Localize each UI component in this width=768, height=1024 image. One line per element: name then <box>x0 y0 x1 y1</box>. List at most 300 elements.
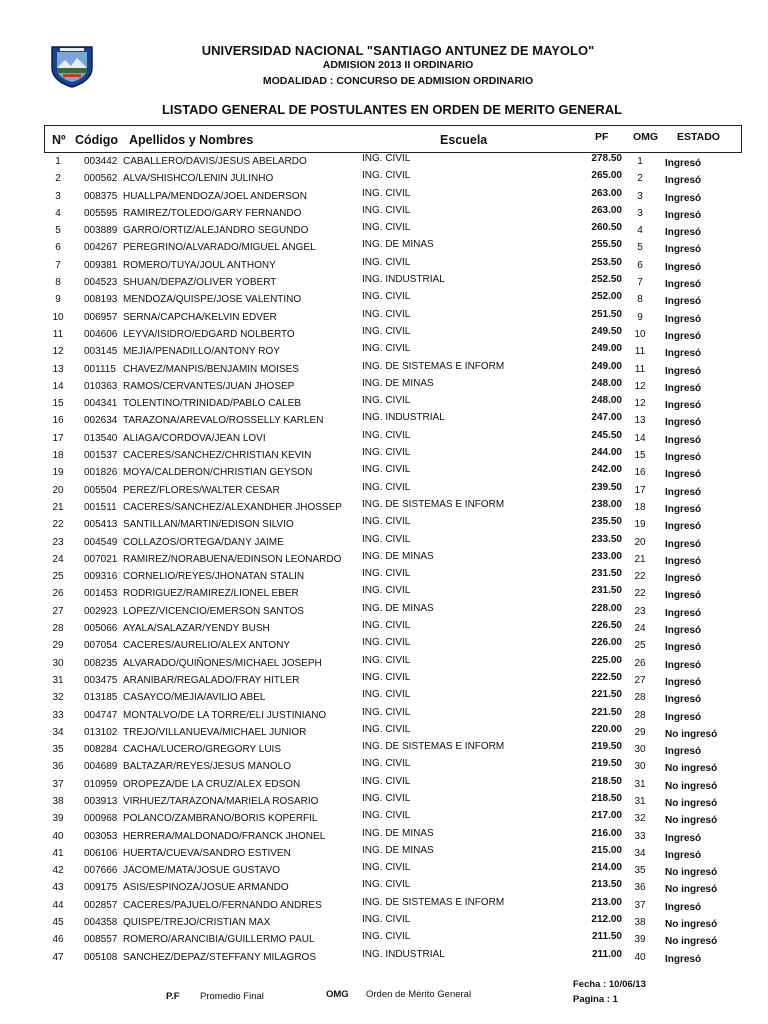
admission-status: Ingresó <box>665 555 702 567</box>
table-row <box>0 829 768 846</box>
school-name: ING. CIVIL <box>362 671 411 683</box>
applicant-code: 005108 <box>84 951 118 963</box>
applicant-code: 001115 <box>84 363 116 375</box>
applicant-code: 000968 <box>84 813 118 825</box>
admission-status: Ingresó <box>665 296 702 308</box>
school-name: ING. DE SISTEMAS E INFORM <box>362 896 505 908</box>
applicant-code: 008235 <box>84 657 118 669</box>
table-row <box>0 379 768 396</box>
applicant-code: 004689 <box>84 761 118 773</box>
applicant-name: TREJO/VILLANUEVA/MICHAEL JUNIOR <box>123 726 307 738</box>
final-score: 228.00 <box>591 602 622 614</box>
table-row <box>0 465 768 482</box>
final-score: 242.00 <box>591 464 622 476</box>
school-name: ING. INDUSTRIAL <box>362 412 445 424</box>
applicant-name: OROPEZA/DE LA CRUZ/ALEX EDSON <box>123 778 301 790</box>
row-number: 19 <box>52 467 64 479</box>
applicant-name: CACHA/LUCERO/GREGORY LUIS <box>123 744 282 756</box>
row-number: 28 <box>52 623 64 635</box>
merit-order: 27 <box>634 674 646 686</box>
applicant-code: 007054 <box>84 640 118 652</box>
school-name: ING. CIVIL <box>362 810 411 822</box>
applicant-name: CASAYCO/MEJIA/AVILIO ABEL <box>123 692 266 704</box>
school-name: ING. CIVIL <box>362 706 411 718</box>
admission-status: Ingresó <box>665 486 702 498</box>
row-number: 8 <box>55 277 61 289</box>
applicant-name: RAMIREZ/TOLEDO/GARY FERNANDO <box>123 207 302 219</box>
school-name: ING. DE SISTEMAS E INFORM <box>362 360 505 372</box>
row-number: 22 <box>52 519 64 531</box>
merit-order: 14 <box>634 432 646 444</box>
admission-status: Ingresó <box>665 244 702 256</box>
column-name: Apellidos y Nombres <box>129 133 254 147</box>
school-name: ING. CIVIL <box>362 187 411 199</box>
applicant-name: ROMERO/TUYA/JOUL ANTHONY <box>123 259 276 271</box>
applicant-name: MEJIA/PENADILLO/ANTONY ROY <box>123 346 280 358</box>
applicant-code: 010363 <box>84 380 118 392</box>
row-number: 12 <box>52 346 64 358</box>
merit-order: 34 <box>634 847 646 859</box>
final-score: 233.00 <box>591 550 622 562</box>
merit-order: 19 <box>634 519 646 531</box>
merit-order: 28 <box>634 709 646 721</box>
applicant-name: CACERES/SANCHEZ/ALEXANDHER JHOSSEP <box>123 501 342 513</box>
final-score: 214.00 <box>591 862 622 874</box>
school-name: ING. CIVIL <box>362 654 411 666</box>
row-number: 38 <box>52 795 64 807</box>
row-number: 46 <box>52 934 64 946</box>
merit-order: 11 <box>634 363 646 375</box>
applicant-name: ALVARADO/QUIÑONES/MICHAEL JOSEPH <box>123 657 322 669</box>
school-name: ING. CIVIL <box>362 481 411 493</box>
final-score: 218.50 <box>591 775 622 787</box>
admission-status: No ingresó <box>665 728 718 740</box>
merit-order: 20 <box>634 536 646 548</box>
table-row <box>0 863 768 880</box>
applicant-code: 013540 <box>84 432 118 444</box>
final-score: 260.50 <box>591 222 622 234</box>
merit-order: 21 <box>634 553 646 565</box>
row-number: 17 <box>52 432 64 444</box>
applicant-name: RAMOS/CERVANTES/JUAN JHOSEP <box>123 380 295 392</box>
admission-status: Ingresó <box>665 503 702 515</box>
admission-status: Ingresó <box>665 676 702 688</box>
final-score: 215.00 <box>591 844 622 856</box>
final-score: 252.50 <box>591 274 622 286</box>
merit-order: 6 <box>637 259 643 271</box>
applicant-code: 009316 <box>84 571 118 583</box>
admission-status: No ingresó <box>665 867 718 879</box>
table-row <box>0 500 768 517</box>
admission-status: No ingresó <box>665 884 718 896</box>
merit-order: 12 <box>634 398 646 410</box>
school-name: ING. DE SISTEMAS E INFORM <box>362 498 505 510</box>
admission-status: No ingresó <box>665 815 718 827</box>
merit-order: 8 <box>637 294 643 306</box>
admission-status: Ingresó <box>665 330 702 342</box>
final-score: 225.00 <box>591 654 622 666</box>
row-number: 44 <box>52 899 64 911</box>
final-score: 231.50 <box>591 585 622 597</box>
merit-order: 39 <box>634 934 646 946</box>
school-name: ING. CIVIL <box>362 568 411 580</box>
merit-order: 11 <box>634 346 646 358</box>
applicant-code: 000562 <box>84 173 118 185</box>
admission-status: Ingresó <box>665 711 702 723</box>
row-number: 14 <box>52 380 64 392</box>
applicant-code: 001453 <box>84 588 118 600</box>
school-name: ING. CIVIL <box>362 516 411 528</box>
final-score: 218.50 <box>591 792 622 804</box>
final-score: 239.50 <box>591 481 622 493</box>
table-header <box>44 125 742 153</box>
merit-order: 22 <box>634 571 646 583</box>
final-score: 245.50 <box>591 429 622 441</box>
row-number: 18 <box>52 450 64 462</box>
admission-status: Ingresó <box>665 158 702 169</box>
table-row <box>0 811 768 828</box>
final-score: 247.00 <box>591 412 622 424</box>
school-name: ING. CIVIL <box>362 758 411 770</box>
applicant-name: QUISPE/TREJO/CRISTIAN MAX <box>123 917 271 929</box>
row-number: 23 <box>52 536 64 548</box>
applicant-code: 004747 <box>84 709 118 721</box>
row-number: 27 <box>52 605 64 617</box>
school-name: ING. CIVIL <box>362 325 411 337</box>
admission-status: Ingresó <box>665 901 702 913</box>
school-name: ING. CIVIL <box>362 879 411 891</box>
school-name: ING. CIVIL <box>362 222 411 234</box>
applicant-code: 009381 <box>84 259 118 271</box>
merit-order: 5 <box>637 242 643 254</box>
table-row <box>0 171 768 188</box>
table-row <box>0 898 768 915</box>
applicant-name: CACERES/AURELIO/ALEX ANTONY <box>123 640 291 652</box>
final-score: 212.00 <box>591 914 622 926</box>
school-name: ING. DE MINAS <box>362 377 434 389</box>
row-number: 9 <box>55 294 61 306</box>
merit-order: 38 <box>634 917 646 929</box>
row-number: 40 <box>52 830 64 842</box>
omg-description: Orden de Mérito General <box>366 989 472 1000</box>
table-row <box>0 223 768 240</box>
table-row <box>0 621 768 638</box>
university-name: UNIVERSIDAD NACIONAL "SANTIAGO ANTUNEZ DE MAYOLO" <box>201 43 595 58</box>
final-score: 219.50 <box>591 758 622 770</box>
table-row <box>0 742 768 759</box>
row-number: 30 <box>52 657 64 669</box>
table-row <box>0 206 768 223</box>
table-row <box>0 327 768 344</box>
applicant-name: TARAZONA/AREVALO/ROSSELLY KARLEN <box>123 415 324 427</box>
final-score: 213.00 <box>591 896 622 908</box>
final-score: 211.50 <box>591 931 622 943</box>
applicant-code: 005595 <box>84 207 118 219</box>
admission-status: No ingresó <box>665 763 718 775</box>
final-score: 253.50 <box>591 256 622 268</box>
merit-order: 3 <box>637 207 643 219</box>
admission-title: ADMISION 2013 II ORDINARIO <box>322 59 474 71</box>
column-omg: OMG <box>633 131 659 143</box>
applicant-code: 009175 <box>84 882 118 894</box>
school-name: ING. CIVIL <box>362 723 411 735</box>
final-score: 251.50 <box>591 308 622 320</box>
school-name: ING. CIVIL <box>362 308 411 320</box>
final-score: 249.50 <box>591 325 622 337</box>
table-row <box>0 483 768 500</box>
school-name: ING. DE MINAS <box>362 602 434 614</box>
table-row <box>0 638 768 655</box>
applicant-name: PEREZ/FLORES/WALTER CESAR <box>123 484 280 496</box>
merit-order: 4 <box>637 225 643 237</box>
applicant-name: SANTILLAN/MARTIN/EDISON SILVIO <box>123 519 294 531</box>
school-name: ING. CIVIL <box>362 775 411 787</box>
final-score: 248.00 <box>591 395 622 407</box>
applicant-code: 002857 <box>84 899 118 911</box>
merit-order: 30 <box>634 744 646 756</box>
school-name: ING. CIVIL <box>362 862 411 874</box>
merit-order: 7 <box>637 277 643 289</box>
final-score: 222.50 <box>591 671 622 683</box>
table-row <box>0 362 768 379</box>
row-number: 10 <box>52 311 64 323</box>
applicant-code: 002923 <box>84 605 118 617</box>
table-row <box>0 656 768 673</box>
applicant-name: CACERES/SANCHEZ/CHRISTIAN KEVIN <box>123 450 312 462</box>
applicant-name: JACOME/MATA/JOSUE GUSTAVO <box>123 865 281 877</box>
merit-order: 40 <box>634 951 646 963</box>
row-number: 11 <box>52 328 64 340</box>
row-number: 20 <box>52 484 64 496</box>
final-score: 238.00 <box>591 498 622 510</box>
final-score: 221.50 <box>591 706 622 718</box>
applicant-code: 004267 <box>84 242 118 254</box>
merit-order: 37 <box>634 899 646 911</box>
final-score: 226.00 <box>591 637 622 649</box>
table-row <box>0 189 768 206</box>
applicant-name: HERRERA/MALDONADO/FRANCK JHONEL <box>123 830 326 842</box>
admission-status: Ingresó <box>665 365 702 377</box>
school-name: ING. CIVIL <box>362 914 411 926</box>
listing-title: LISTADO GENERAL DE POSTULANTES EN ORDEN DE MERITO GENERAL <box>161 102 623 117</box>
row-number: 35 <box>52 744 64 756</box>
final-score: 263.00 <box>591 187 622 199</box>
table-row <box>0 690 768 707</box>
final-score: 211.00 <box>591 948 622 960</box>
applicant-code: 013185 <box>84 692 118 704</box>
row-number: 25 <box>52 571 64 583</box>
admission-status: Ingresó <box>665 746 702 758</box>
admission-status: Ingresó <box>665 400 702 412</box>
table-row <box>0 777 768 794</box>
row-number: 43 <box>52 882 64 894</box>
final-score: 265.00 <box>591 170 622 182</box>
applicant-code: 003145 <box>84 346 118 358</box>
final-score: 278.50 <box>591 153 622 164</box>
applicant-name: HUALLPA/MENDOZA/JOEL ANDERSON <box>123 190 307 202</box>
applicant-code: 005504 <box>84 484 118 496</box>
row-number: 21 <box>52 501 64 513</box>
admission-status: Ingresó <box>665 694 702 706</box>
column-pf: PF <box>595 131 609 143</box>
row-number: 15 <box>52 398 64 410</box>
pf-abbreviation: P.F <box>166 991 180 1002</box>
merit-order: 10 <box>634 328 646 340</box>
school-name: ING. DE MINAS <box>362 550 434 562</box>
admission-status: Ingresó <box>665 590 702 602</box>
applicant-name: HUERTA/CUEVA/SANDRO ESTIVEN <box>123 847 291 859</box>
applicant-name: CABALLERO/DAVIS/JESUS ABELARDO <box>123 156 307 167</box>
row-number: 2 <box>55 173 61 185</box>
final-score: 226.50 <box>591 620 622 632</box>
applicant-name: MOYA/CALDERON/CHRISTIAN GEYSON <box>123 467 313 479</box>
admission-status: Ingresó <box>665 452 702 464</box>
admission-status: No ingresó <box>665 797 718 809</box>
table-row <box>0 915 768 932</box>
column-code: Código <box>75 133 119 147</box>
applicant-name: RODRIGUEZ/RAMIREZ/LIONEL EBER <box>123 588 299 600</box>
final-score: 235.50 <box>591 516 622 528</box>
school-name: ING. INDUSTRIAL <box>362 274 445 286</box>
table-row <box>0 846 768 863</box>
applicant-name: VIRHUEZ/TARAZONA/MARIELA ROSARIO <box>123 795 319 807</box>
row-number: 4 <box>55 207 61 219</box>
school-name: ING. CIVIL <box>362 343 411 355</box>
merit-order: 31 <box>634 795 646 807</box>
row-number: 26 <box>52 588 64 600</box>
applicant-name: MENDOZA/QUISPE/JOSE VALENTINO <box>123 294 302 306</box>
table-row <box>0 932 768 949</box>
school-name: ING. CIVIL <box>362 533 411 545</box>
applicant-code: 005413 <box>84 519 118 531</box>
merit-order: 33 <box>634 830 646 842</box>
admission-status: Ingresó <box>665 192 702 204</box>
applicant-name: ALIAGA/CORDOVA/JEAN LOVI <box>123 432 266 444</box>
pf-description: Promedio Final <box>200 991 264 1002</box>
school-name: ING. DE MINAS <box>362 239 434 251</box>
admission-status: Ingresó <box>665 521 702 533</box>
school-name: ING. CIVIL <box>362 256 411 268</box>
admission-status: Ingresó <box>665 832 702 844</box>
applicant-name: COLLAZOS/ORTEGA/DANY JAIME <box>123 536 284 548</box>
applicant-name: MONTALVO/DE LA TORRE/ELI JUSTINIANO <box>123 709 327 721</box>
admission-status: Ingresó <box>665 659 702 671</box>
merit-order: 28 <box>634 692 646 704</box>
final-score: 252.00 <box>591 291 622 303</box>
admission-status: Ingresó <box>665 434 702 446</box>
school-name: ING. DE MINAS <box>362 844 434 856</box>
applicant-code: 003913 <box>84 795 118 807</box>
admission-status: Ingresó <box>665 209 702 221</box>
applicant-code: 007666 <box>84 865 118 877</box>
applicant-name: LOPEZ/VICENCIO/EMERSON SANTOS <box>123 605 304 617</box>
school-name: ING. DE MINAS <box>362 827 434 839</box>
table-row <box>0 586 768 603</box>
school-name: ING. CIVIL <box>362 170 411 182</box>
school-name: ING. CIVIL <box>362 395 411 407</box>
applicant-name: ALVA/SHISHCO/LENIN JULINHO <box>123 173 274 185</box>
admission-status: Ingresó <box>665 279 702 291</box>
merit-order: 2 <box>637 173 643 185</box>
admission-status: Ingresó <box>665 625 702 637</box>
final-score: 220.00 <box>591 723 622 735</box>
table-row <box>0 413 768 430</box>
merit-order: 26 <box>634 657 646 669</box>
applicant-code: 004606 <box>84 328 118 340</box>
final-score: 244.00 <box>591 447 622 459</box>
merit-order: 32 <box>634 813 646 825</box>
applicant-code: 008375 <box>84 190 118 202</box>
table-row <box>0 552 768 569</box>
applicant-code: 006957 <box>84 311 118 323</box>
merit-order: 12 <box>634 380 646 392</box>
modality-title: MODALIDAD : CONCURSO DE ADMISION ORDINARIO <box>262 75 534 87</box>
applicant-code: 010959 <box>84 778 118 790</box>
table-row <box>0 794 768 811</box>
merit-order: 16 <box>634 467 646 479</box>
row-number: 24 <box>52 553 64 565</box>
applicant-code: 004358 <box>84 917 118 929</box>
school-name: ING. CIVIL <box>362 931 411 943</box>
merit-order: 22 <box>634 588 646 600</box>
merit-order: 13 <box>634 415 646 427</box>
applicant-code: 008284 <box>84 744 118 756</box>
school-name: ING. CIVIL <box>362 637 411 649</box>
final-score: 219.50 <box>591 741 622 753</box>
table-row <box>0 725 768 742</box>
table-row <box>0 431 768 448</box>
admission-status: Ingresó <box>665 313 702 325</box>
applicant-code: 002634 <box>84 415 118 427</box>
row-number: 39 <box>52 813 64 825</box>
applicant-code: 001826 <box>84 467 118 479</box>
row-number: 42 <box>52 865 64 877</box>
admission-status: Ingresó <box>665 953 702 965</box>
applicant-table <box>0 154 768 967</box>
school-name: ING. CIVIL <box>362 464 411 476</box>
admission-status: Ingresó <box>665 642 702 654</box>
table-row <box>0 569 768 586</box>
applicant-code: 005066 <box>84 623 118 635</box>
merit-order: 25 <box>634 640 646 652</box>
merit-order: 35 <box>634 865 646 877</box>
admission-status: Ingresó <box>665 175 702 187</box>
row-number: 45 <box>52 917 64 929</box>
row-number: 16 <box>52 415 64 427</box>
admission-status: Ingresó <box>665 849 702 861</box>
final-score: 231.50 <box>591 568 622 580</box>
table-row <box>0 604 768 621</box>
row-number: 5 <box>55 225 61 237</box>
merit-order: 3 <box>637 190 643 202</box>
applicant-name: CHAVEZ/MANPIS/BENJAMIN MOISES <box>123 363 299 375</box>
applicant-name: ASIS/ESPINOZA/JOSUE ARMANDO <box>123 882 289 894</box>
merit-order: 17 <box>634 484 646 496</box>
table-row <box>0 708 768 725</box>
admission-status: Ingresó <box>665 573 702 585</box>
row-number: 47 <box>52 951 64 963</box>
applicant-name: CACERES/PAJUELO/FERNANDO ANDRES <box>123 899 322 911</box>
row-number: 34 <box>52 726 64 738</box>
table-row <box>0 310 768 327</box>
applicant-name: SANCHEZ/DEPAZ/STEFFANY MILAGROS <box>123 951 316 963</box>
applicant-code: 013102 <box>84 726 118 738</box>
admission-status: Ingresó <box>665 607 702 619</box>
row-number: 41 <box>52 847 64 859</box>
table-row <box>0 448 768 465</box>
final-score: 248.00 <box>591 377 622 389</box>
applicant-name: AYALA/SALAZAR/YENDY BUSH <box>123 623 270 635</box>
